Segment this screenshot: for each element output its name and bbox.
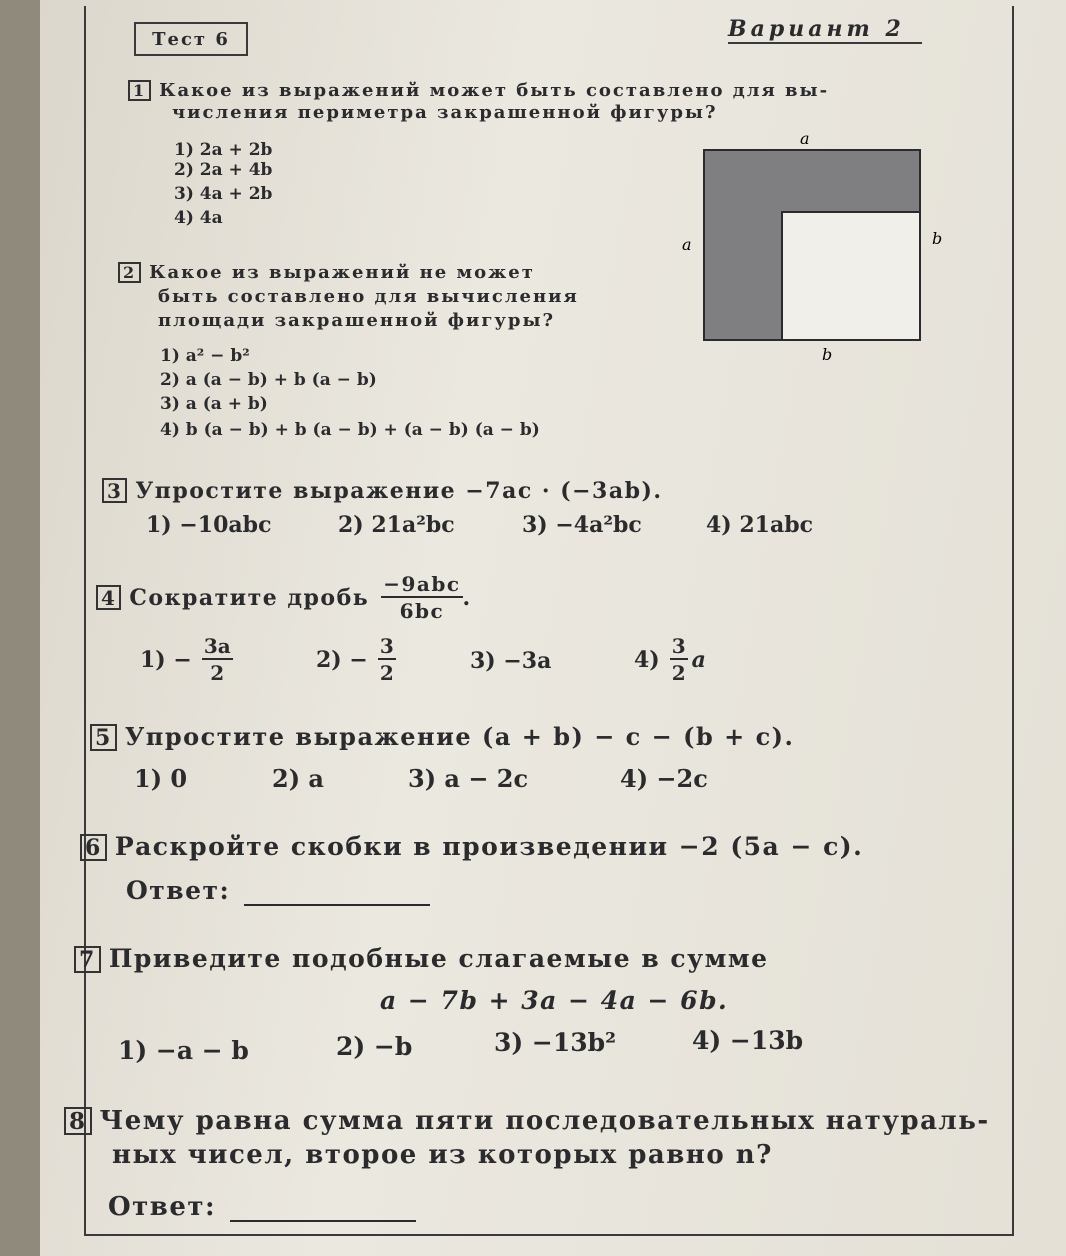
option-fraction [670, 636, 688, 683]
answer-label: Ответ: [126, 876, 231, 905]
fraction-numerator: −9abc [383, 572, 461, 596]
question-5-option-4: 4) −2c [620, 764, 708, 793]
question-5-option-3: 3) a − 2c [408, 764, 529, 793]
question-1-option-3: 3) 4a + 2b [174, 184, 273, 204]
question-4-period: . [462, 584, 472, 611]
question-4 [96, 574, 472, 621]
question-number: 8 [64, 1107, 92, 1135]
question-number: 1 [128, 80, 151, 101]
question-2 [118, 262, 535, 284]
question-3 [102, 476, 663, 506]
figure-label-left: a [682, 235, 692, 254]
option-label: 2) − [316, 646, 368, 673]
question-1-option-4: 4) 4a [174, 208, 223, 228]
test-label: Тест 6 [134, 22, 248, 56]
figure-label-bottom: b [822, 345, 833, 364]
question-number: 5 [90, 724, 117, 751]
question-2-text-line2: быть составлено для вычисления [158, 286, 579, 307]
question-number: 6 [80, 834, 107, 861]
fraction-denominator: 6bc [399, 599, 445, 623]
question-2-option-2: 2) a (a − b) + b (a − b) [160, 370, 377, 390]
fraction-denominator: 2 [210, 661, 225, 685]
question-3-option-3: 3) −4a²bc [522, 512, 642, 538]
question-4-option-1 [140, 636, 233, 683]
question-number: 7 [74, 946, 101, 973]
question-8-text-line1: Чему равна сумма пяти последовательных натураль- [99, 1106, 990, 1136]
fraction-denominator: 2 [379, 661, 394, 685]
question-number: 4 [96, 585, 121, 610]
option-label: 1) − [140, 646, 192, 673]
question-1 [128, 80, 829, 102]
question-2-option-1: 1) a² − b² [160, 346, 250, 366]
figure-label-right: b [932, 229, 942, 248]
answer-line[interactable] [244, 903, 430, 906]
question-8 [64, 1106, 990, 1136]
fraction-denominator: 2 [671, 661, 686, 685]
question-7-option-4: 4) −13b [692, 1026, 804, 1055]
answer-line[interactable] [230, 1219, 416, 1222]
fraction-numerator: 3 [379, 634, 394, 658]
variant-underline [728, 42, 922, 44]
question-number: 2 [118, 262, 141, 283]
question-6 [80, 832, 863, 862]
option-fraction [378, 636, 396, 683]
fraction-numerator: 3a [203, 634, 231, 658]
question-2-option-4: 4) b (a − b) + b (a − b) + (a − b) (a − b) [160, 420, 540, 440]
question-7-option-2: 2) −b [336, 1032, 413, 1061]
question-5-text: Упростите выражение (a + b) − c − (b + c). [124, 722, 795, 751]
question-6-answer [126, 876, 430, 906]
option-fraction [202, 636, 233, 683]
question-7 [74, 944, 768, 974]
question-1-text-line2: числения периметра закрашенной фигуры? [172, 102, 718, 123]
question-2-text-line3: площади закрашенной фигуры? [158, 310, 556, 331]
question-4-option-3: 3) −3a [470, 648, 552, 674]
question-1-option-2: 2) 2a + 4b [174, 160, 273, 180]
question-7-option-3: 3) −13b² [494, 1028, 617, 1057]
answer-label: Ответ: [108, 1192, 217, 1222]
option-variable: a [691, 646, 706, 673]
question-4-fraction [381, 574, 462, 621]
fraction-numerator: 3 [671, 634, 686, 658]
question-7-text: Приведите подобные слагаемые в сумме [108, 944, 769, 973]
question-5-option-1: 1) 0 [134, 764, 188, 793]
question-7-expression: a − 7b + 3a − 4a − 6b. [380, 986, 729, 1015]
question-1-text-line1: Какое из выражений может быть составлено для вы- [159, 80, 830, 101]
question-2-text-line1: Какое из выражений не может [149, 262, 535, 283]
question-7-option-1: 1) −a − b [118, 1036, 249, 1065]
question-number: 3 [102, 478, 127, 503]
question-3-text: Упростите выражение −7ac · (−3ab). [135, 478, 663, 504]
question-4-option-4 [634, 636, 706, 683]
question-3-option-2: 2) 21a²bc [338, 512, 455, 538]
question-4-option-2 [316, 636, 396, 683]
question-6-text: Раскройте скобки в произведении −2 (5a − c). [114, 832, 864, 861]
question-8-answer [108, 1192, 416, 1222]
question-2-option-3: 3) a (a + b) [160, 394, 268, 414]
question-5 [90, 722, 794, 752]
variant-label: Вариант 2 [728, 16, 905, 42]
shaded-figure [672, 128, 942, 368]
question-3-option-1: 1) −10abc [146, 512, 272, 538]
question-3-option-4: 4) 21abc [706, 512, 814, 538]
figure-label-top: a [800, 129, 810, 148]
question-1-option-1: 1) 2a + 2b [174, 140, 273, 160]
question-5-option-2: 2) a [272, 764, 324, 793]
question-8-text-line2: ных чисел, второе из которых равно n? [112, 1140, 773, 1170]
question-4-text: Сократите дробь [129, 584, 370, 611]
option-label: 4) [634, 646, 660, 673]
